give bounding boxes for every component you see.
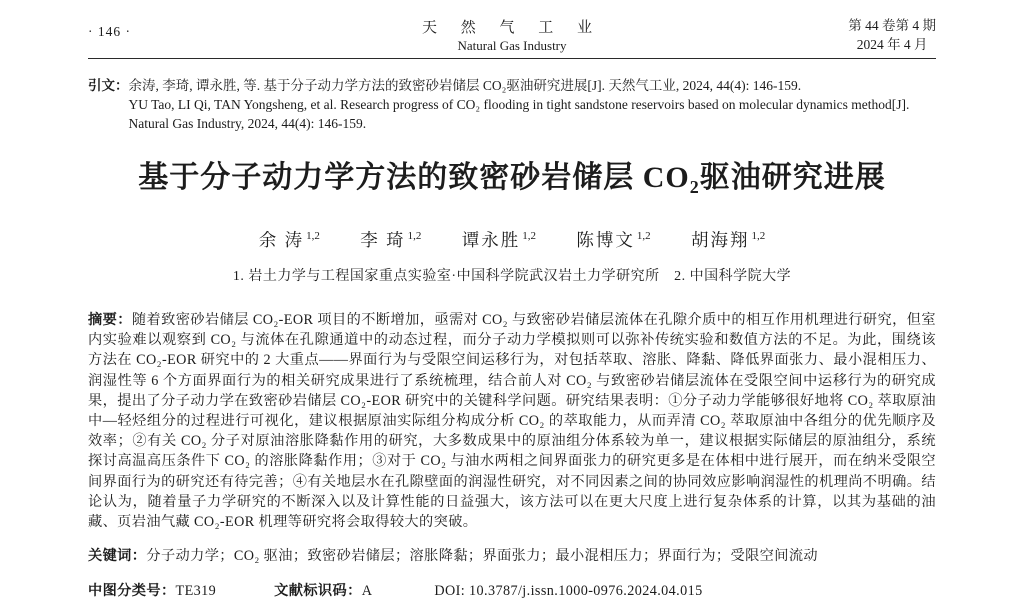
- author-name: 谭永胜: [461, 230, 521, 250]
- author-name: 余 涛: [258, 230, 305, 250]
- author: [576, 230, 650, 250]
- keywords-text: 分子动力学；CO₂ 驱油；致密砂岩储层；溶胀降黏；界面张力；最小混相压力；界面行为；受限空间流动: [146, 548, 819, 565]
- abstract-text: 随着致密砂岩储层 CO₂-EOR 项目的不断增加，亟需对 CO₂ 与致密砂岩储层流体在孔隙介质中的相互作用机理进行研究，但室内实验难以观察到 CO₂ 与流体在孔隙通道中的动态过程，而分子动力学模拟则可以弥补传统实验和数值方法的不足。为此，围绕该方法在 CO₂-EOR 研究中的 2 大重点——界面行为与受限空间运移行为，对包括萃取、溶胀、降黏、降低界面张力、最小混相压力、润湿性等 6 个方面界面行为的相关研究成果进行了系统梳理，结合前人对 CO₂ 与致密砂岩储层流体在受限空间中运移行为的研究成果，提出了分子动力学在致密砂岩储层 CO₂-EOR 研究中的关键科学问题。研究结果表明：①分子动力学能够很好地将 CO₂ 萃取原油中—轻烃组分的过程进行可视化，建议根据原油实际组分构成分析 CO₂ 的萃取能力，从而弄清 CO₂ 萃取原油中各组分的优先顺序及效率；②有关 CO₂ 分子对原油溶胀降黏作用的研究，大多数成果中的原油组分体系较为单一，建议根据实际储层的原油组分，系统探讨高温高压条件下 CO₂ 的溶胀降黏作用；③对于 CO₂ 与油水两相之间界面张力的研究更多是在体相中进行展开，而在纳米受限空间界面行为的研究还有待完善；④有关地层水在孔隙壁面的润湿性研究，对不同因素之间的协同效应影响润湿性的机理尚不明确。结论认为，随着量子力学研究的不断深入以及计算性能的日益强大，该方法可以在更大尺度上进行复杂体系的计算，以其为基础的油藏、页岩油气藏 CO₂-EOR 机理等研究将会取得较大的突破。: [88, 312, 937, 531]
- clc-group: [88, 581, 216, 601]
- affiliations-line: 1. 岩土力学与工程国家重点实验室·中国科学院武汉岩土力学研究所 2. 中国科学院大学: [232, 269, 792, 284]
- article-title: 基于分子动力学方法的致密砂岩储层 CO₂驱油研究进展: [138, 161, 886, 194]
- citation-block: [88, 76, 936, 133]
- classification-line: [88, 581, 936, 601]
- doc-code-group: [274, 581, 372, 601]
- author: [360, 230, 421, 250]
- authors-line: [88, 227, 936, 252]
- keywords-line: [88, 546, 936, 566]
- journal-title-cn: 天 然 气 工 业: [421, 20, 603, 36]
- citation-cn: 余涛, 李琦, 谭永胜, 等. 基于分子动力学方法的致密砂岩储层 CO₂驱油研究进展[J]. 天然气工业, 2024, 44(4): 146-159.: [128, 78, 802, 93]
- page-header: [88, 16, 936, 56]
- author: [462, 230, 536, 250]
- date-info: 2024 年 4 月: [856, 37, 928, 52]
- author-affiliation-sup: 1,2: [636, 230, 651, 243]
- author-affiliation-sup: 1,2: [407, 230, 422, 243]
- header-rule: [88, 58, 936, 59]
- journal-title-en: Natural Gas Industry: [457, 38, 567, 53]
- author-name: 胡海翔: [691, 230, 750, 250]
- clc-label: 中图分类号：: [88, 582, 176, 599]
- author-name: 陈博文: [576, 230, 635, 250]
- issue-info: 第 44 卷第 4 期: [848, 18, 936, 33]
- citation-body: [129, 76, 937, 133]
- page-number: · 146 ·: [88, 24, 131, 39]
- citation-en: YU Tao, LI Qi, TAN Yongsheng, et al. Research progress of CO₂ flooding in tight sandstone reservoirs based on molecular dynamics method[J]. Natural Gas Industry, 2024, 44(4): 146-159.: [128, 97, 910, 131]
- author-affiliation-sup: 1,2: [522, 230, 536, 243]
- doi-text: DOI: 10.3787/j.issn.1000-0976.2024.04.015: [434, 582, 703, 599]
- doc-code-value: A: [361, 582, 373, 599]
- author-affiliation-sup: 1,2: [306, 230, 320, 243]
- doc-code-label: 文献标识码：: [274, 582, 362, 599]
- abstract-label: 摘要：: [88, 312, 132, 328]
- author-affiliation-sup: 1,2: [751, 230, 766, 243]
- citation-label: 引文：: [88, 78, 129, 93]
- author-name: 李 琦: [360, 230, 406, 250]
- issue-block: [848, 16, 936, 54]
- abstract-paragraph: [88, 310, 936, 532]
- clc-value: TE319: [175, 582, 217, 599]
- author: [259, 230, 320, 250]
- author: [691, 230, 765, 250]
- journal-title-block: [422, 16, 602, 54]
- keywords-label: 关键词：: [88, 548, 147, 565]
